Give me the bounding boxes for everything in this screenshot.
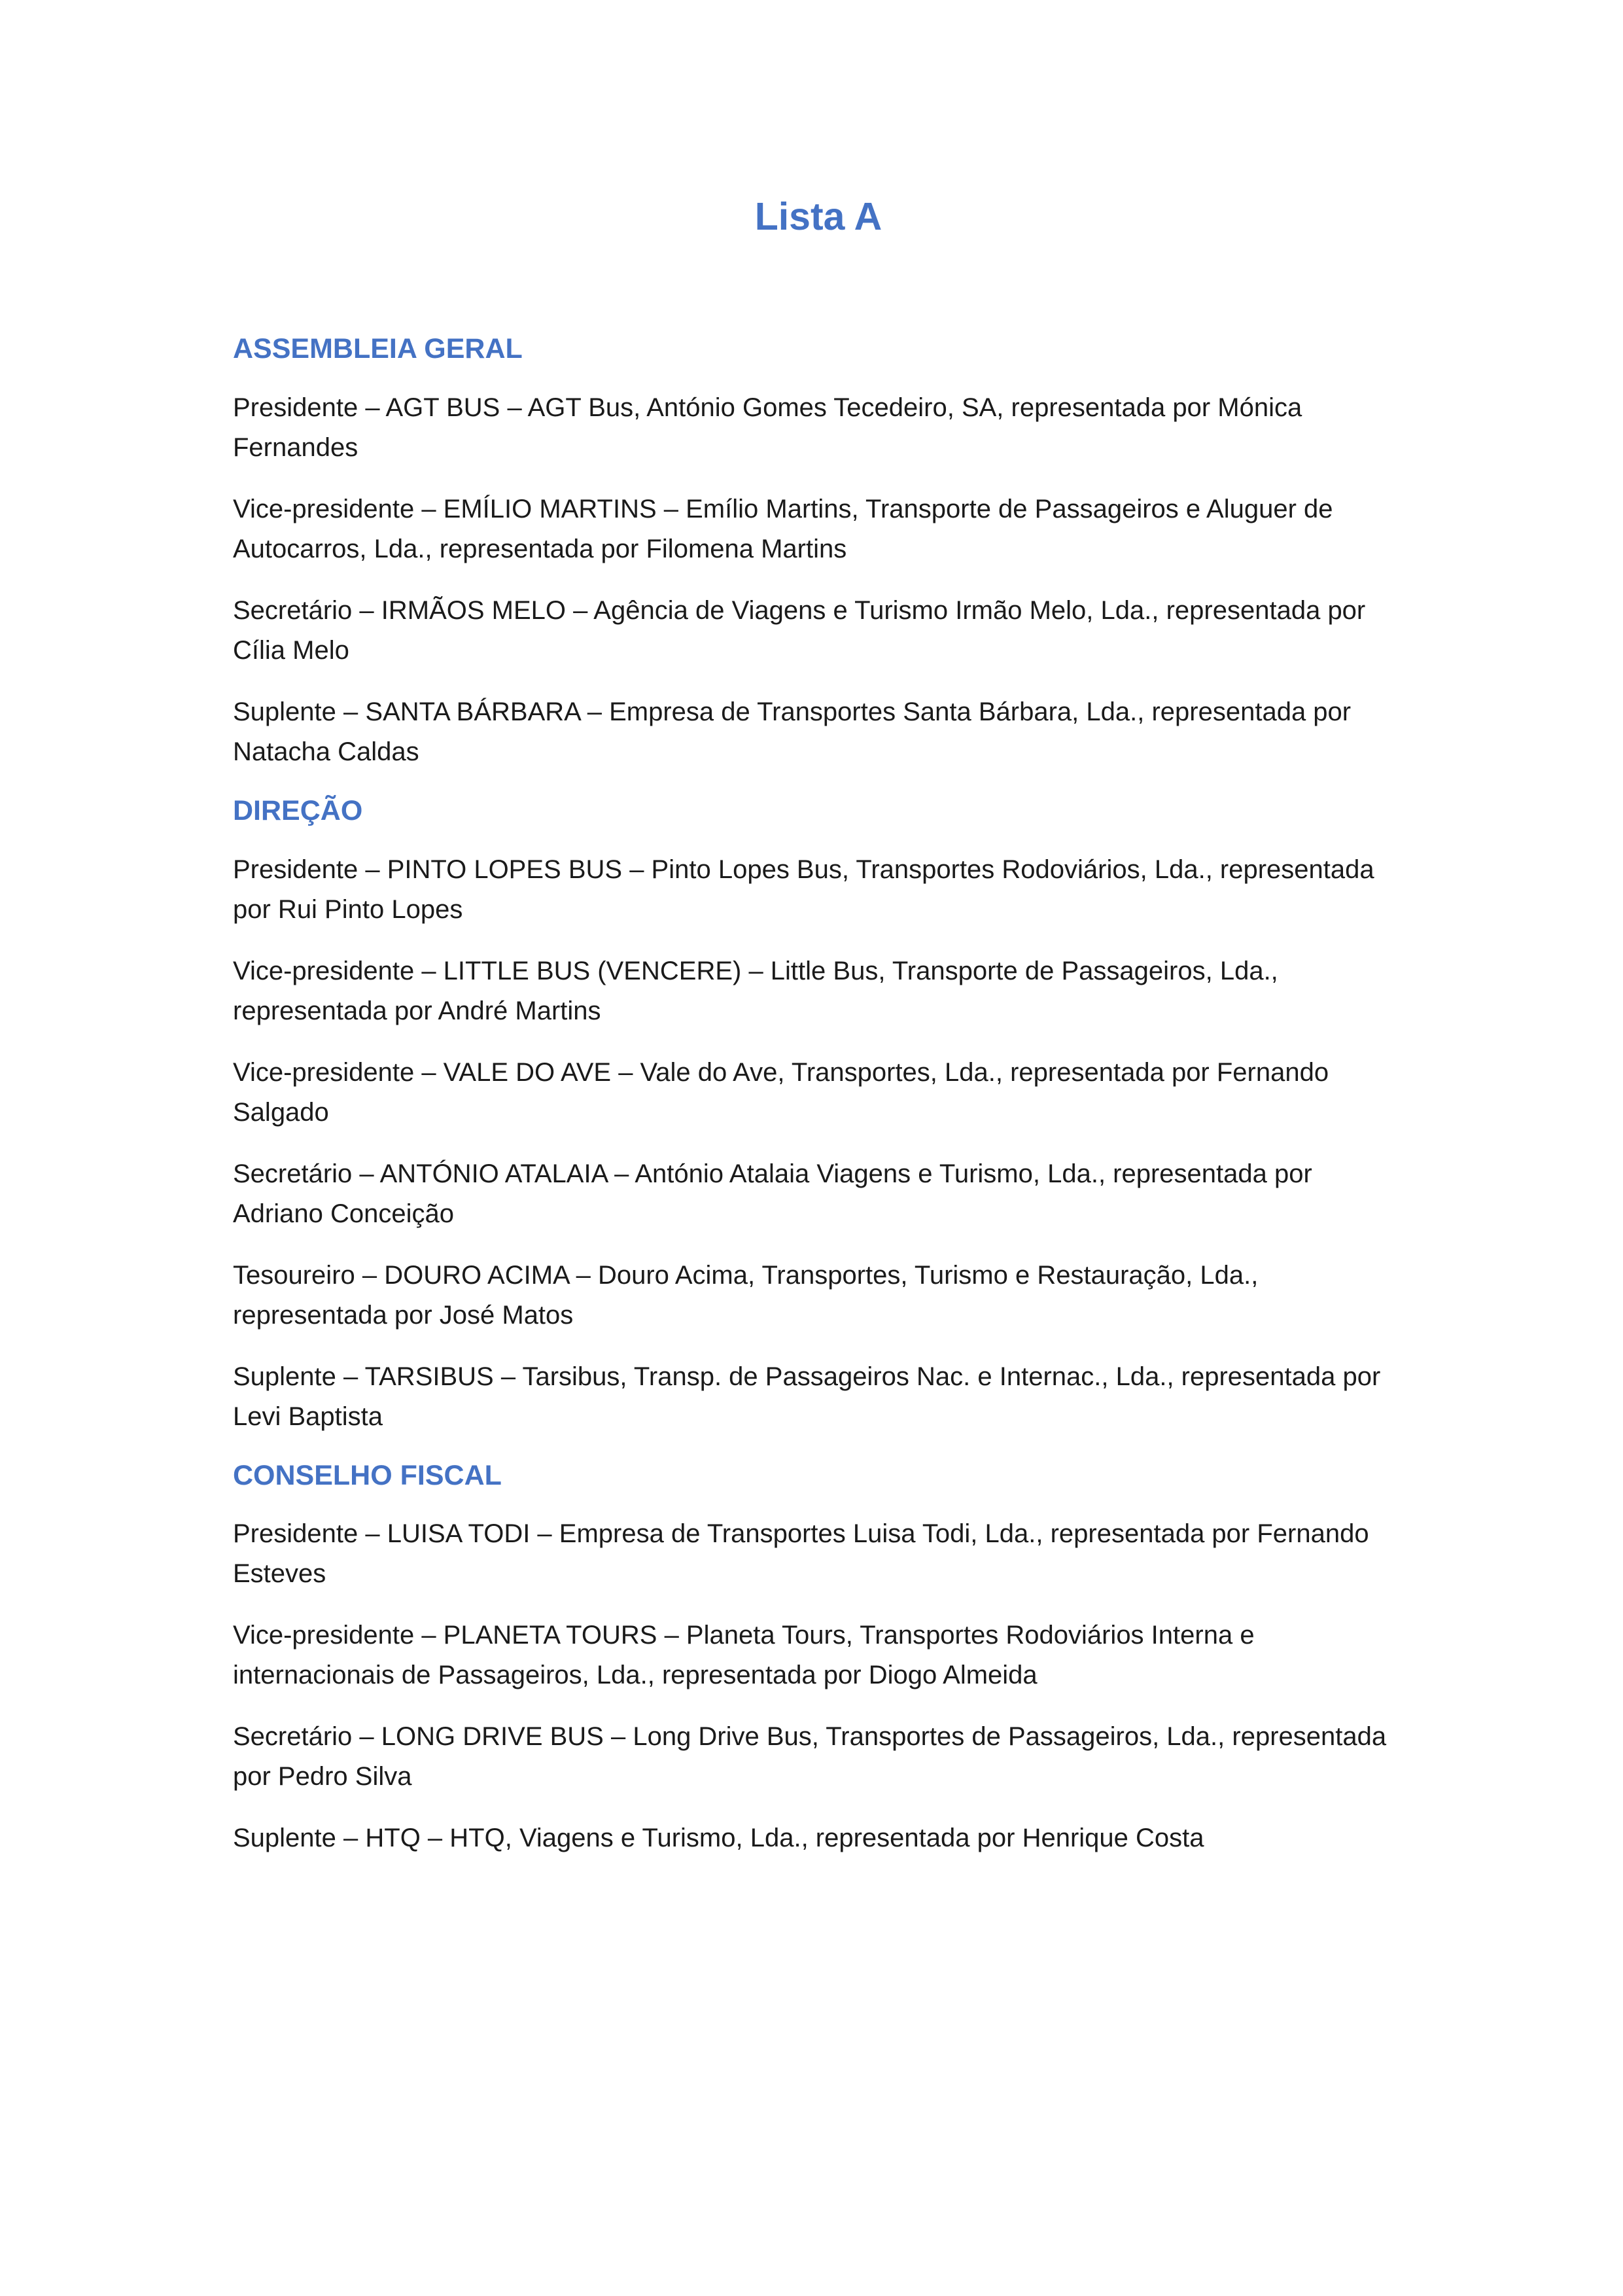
member-entry: Vice-presidente – PLANETA TOURS – Planeta Tours, Transportes Rodoviários Interna e internacionais de Passageiros, Lda., representada por Diogo Almeida xyxy=(233,1621,1255,1690)
section-heading: DIREÇÃO xyxy=(233,794,363,826)
section-assembleia-geral xyxy=(233,332,1404,772)
member-entry: Vice-presidente – VALE DO AVE – Vale do Ave, Transportes, Lda., representada por Fernando Salgado xyxy=(233,1057,1329,1127)
member-entry: Presidente – LUISA TODI – Empresa de Transportes Luisa Todi, Lda., representada por Fernando Esteves xyxy=(233,1519,1369,1589)
member-entry: Presidente – AGT BUS – AGT Bus, António Gomes Tecedeiro, SA, representada por Mónica Fernandes xyxy=(233,393,1302,462)
member-entry: Suplente – HTQ – HTQ, Viagens e Turismo, Lda., representada por Henrique Costa xyxy=(233,1824,1204,1853)
member-entry: Suplente – TARSIBUS – Tarsibus, Transp. de Passageiros Nac. e Internac., Lda., representada por Levi Baptista xyxy=(233,1362,1381,1431)
document-content xyxy=(233,332,1404,1880)
member-entry: Secretário – ANTÓNIO ATALAIA – António Atalaia Viagens e Turismo, Lda., representada por Adriano Conceição xyxy=(233,1159,1312,1228)
section-conselho-fiscal xyxy=(233,1458,1404,1859)
member-entry: Suplente – SANTA BÁRBARA – Empresa de Transportes Santa Bárbara, Lda., representada por Natacha Caldas xyxy=(233,697,1352,766)
section-heading: CONSELHO FISCAL xyxy=(233,1459,502,1491)
section-direcao xyxy=(233,794,1404,1437)
member-entry: Secretário – LONG DRIVE BUS – Long Drive Bus, Transportes de Passageiros, Lda., representada por Pedro Silva xyxy=(233,1722,1387,1792)
member-entry: Vice-presidente – EMÍLIO MARTINS – Emílio Martins, Transporte de Passageiros e Aluguer de Autocarros, Lda., representada por Filomena Martins xyxy=(233,494,1333,563)
member-entry: Presidente – PINTO LOPES BUS – Pinto Lopes Bus, Transportes Rodoviários, Lda., representada por Rui Pinto Lopes xyxy=(233,855,1374,924)
document-title: Lista A xyxy=(754,195,882,238)
member-entry: Secretário – IRMÃOS MELO – Agência de Viagens e Turismo Irmão Melo, Lda., representada por Cília Melo xyxy=(233,595,1366,665)
member-entry: Vice-presidente – LITTLE BUS (VENCERE) – Little Bus, Transporte de Passageiros, Lda., representada por André Martins xyxy=(233,956,1278,1025)
member-entry: Tesoureiro – DOURO ACIMA – Douro Acima, Transportes, Turismo e Restauração, Lda., representada por José Matos xyxy=(233,1260,1259,1330)
section-heading: ASSEMBLEIA GERAL xyxy=(233,333,523,364)
